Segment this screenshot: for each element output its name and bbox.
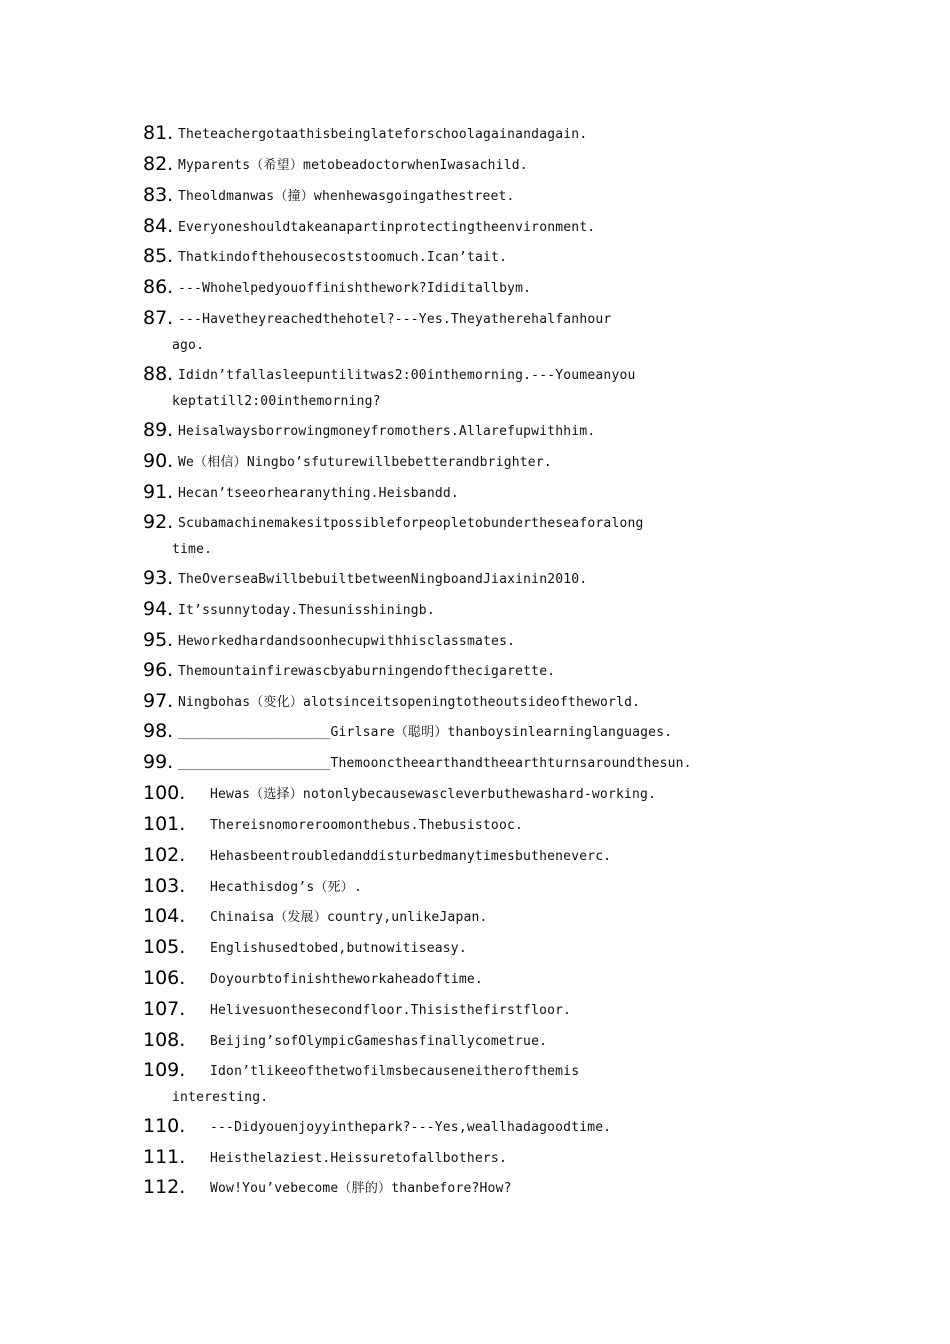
question-text: Englishusedtobed,butnowitiseasy. — [210, 941, 467, 956]
question-text: Theoldmanwas（撞）whenhewasgoingathestreet. — [178, 189, 515, 204]
question-text: Doyourbtofinishtheworkaheadoftime. — [210, 972, 483, 987]
question-number: 105. — [143, 936, 186, 958]
question-number: 92. — [143, 511, 174, 533]
question-text: Hecan’tseeorhearanything.Heisbandd. — [178, 486, 459, 501]
question-text: Scubamachinemakesitpossibleforpeopletobundertheseaforalong — [178, 516, 644, 531]
question-text: ---Havetheyreachedthehotel?---Yes.Theyatherehalfanhour — [178, 312, 612, 327]
question-number: 95. — [143, 629, 174, 651]
question-text: Heisthelaziest.Heissuretofallbothers. — [210, 1151, 507, 1166]
question-text: Heworkedhardandsoonhecupwithhisclassmates. — [178, 634, 516, 649]
question-text: Ningbohas（变化）alotsinceitsopeningtotheoutsideoftheworld. — [178, 695, 641, 710]
question-text: It’ssunnytoday.Thesunisshiningb. — [178, 603, 435, 618]
question-number: 106. — [143, 967, 186, 989]
question-text: Chinaisa（发展）country,unlikeJapan. — [210, 910, 488, 925]
question-number: 109. — [143, 1059, 186, 1081]
question-text-continued: ago. — [172, 338, 205, 353]
question-number: 112. — [143, 1176, 186, 1198]
question-number: 99. — [143, 751, 174, 773]
question-number: 83. — [143, 184, 174, 206]
question-number: 82. — [143, 153, 174, 175]
question-number: 97. — [143, 690, 174, 712]
question-text: Hewas（选择）notonlybecausewascleverbuthewashard-working. — [210, 787, 657, 802]
question-text: Ididn’tfallasleepuntilitwas2:00inthemorning.---Youmeanyou — [178, 368, 636, 383]
question-number: 107. — [143, 998, 186, 1020]
question-number: 91. — [143, 481, 174, 503]
question-text: Hecathisdog’s（死）. — [210, 880, 362, 895]
question-number: 103. — [143, 875, 186, 897]
question-text: ___________________Girlsare（聪明）thanboysinlearninglanguages. — [178, 725, 673, 740]
question-number: 84. — [143, 215, 174, 237]
question-text: Thatkindofthehousecoststoomuch.Ican’tait. — [178, 250, 508, 265]
question-text: Heisalwaysborrowingmoneyfromothers.Allarefupwithhim. — [178, 424, 596, 439]
question-text: Everyoneshouldtakeanapartinprotectingtheenvironment. — [178, 220, 596, 235]
question-number: 100. — [143, 782, 186, 804]
question-text: Beijing’sofOlympicGameshasfinallycometrue. — [210, 1034, 548, 1049]
question-text-continued: time. — [172, 542, 213, 557]
question-text: TheOverseaBwillbebuiltbetweenNingboandJiaxinin2010. — [178, 572, 588, 587]
question-text: Thereisnomoreroomonthebus.Thebusistooc. — [210, 818, 524, 833]
question-number: 110. — [143, 1115, 186, 1137]
question-text: Idon’tlikeeofthetwofilmsbecauseneitherofthemis — [210, 1064, 580, 1079]
question-text: ---Whohelpedyouoffinishthework?Ididitallbym. — [178, 281, 532, 296]
question-text-continued: interesting. — [172, 1090, 269, 1105]
question-number: 87. — [143, 307, 174, 329]
question-text-continued: keptatill2:00inthemorning? — [172, 394, 381, 409]
question-number: 104. — [143, 905, 186, 927]
question-number: 81. — [143, 122, 174, 144]
question-number: 85. — [143, 245, 174, 267]
question-number: 111. — [143, 1146, 186, 1168]
question-text: Theteachergotaathisbeinglateforschoolagainandagain. — [178, 127, 588, 142]
question-number: 101. — [143, 813, 186, 835]
question-text: Wow!You’vebecome（胖的）thanbefore?How? — [210, 1181, 512, 1196]
question-text: Helivesuonthesecondfloor.Thisisthefirstfloor. — [210, 1003, 572, 1018]
question-number: 102. — [143, 844, 186, 866]
question-number: 93. — [143, 567, 174, 589]
question-text: Themountainfirewascbyaburningendofthecigarette. — [178, 664, 556, 679]
question-number: 108. — [143, 1029, 186, 1051]
question-number: 96. — [143, 659, 174, 681]
question-number: 86. — [143, 276, 174, 298]
question-text: Myparents（希望）metobeadoctorwhenIwasachild. — [178, 158, 528, 173]
question-text: Hehasbeentroubledanddisturbedmanytimesbutheneverc. — [210, 849, 612, 864]
question-number: 90. — [143, 450, 174, 472]
question-number: 88. — [143, 363, 174, 385]
question-text: We（相信）Ningbo’sfuturewillbebetterandbrighter. — [178, 455, 552, 470]
question-number: 89. — [143, 419, 174, 441]
question-text: ___________________Themoonctheearthandtheearthturnsaroundthesun. — [178, 756, 692, 771]
question-number: 98. — [143, 720, 174, 742]
question-number: 94. — [143, 598, 174, 620]
question-text: ---Didyouenjoyyinthepark?---Yes,weallhadagoodtime. — [210, 1120, 612, 1135]
